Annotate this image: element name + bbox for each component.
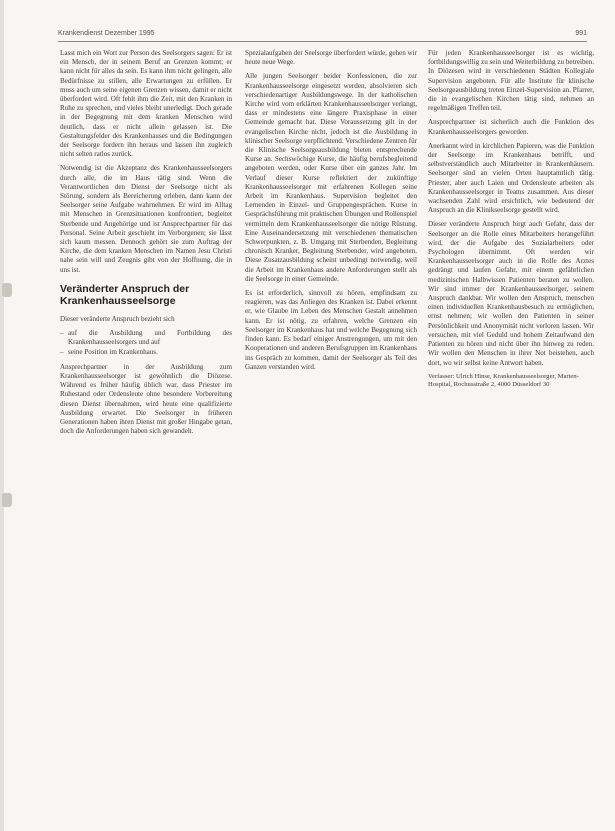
running-head	[58, 30, 587, 40]
binding-mark	[2, 283, 12, 297]
paragraph: Notwendig ist die Akzeptanz des Krankenhausseelsorgers durch alle, die im Haus tätig sind. Wenn die Verantwortlichen den Dienst der Seelsorge nicht als Störung, sondern als Bereicherung erleben, dann kann der Seelsorger seine Aufgabe wahrnehmen. Er wird im Alltag mit Menschen in Grenzsituationen konfrontiert, begleitet Sterbende und Angehörige und ist Ansprechpartner für das Personal. Seine Arbeit geschieht im Verborgenen; sie lässt sich kaum messen. Dennoch gehört sie zum Auftrag der Kirche, die dem kranken Menschen im Namen Jesu Christi nahe sein will und Zeugnis gibt von der Hoffnung, die in uns ist.	[60, 164, 232, 274]
paragraph: Lasst mich ein Wort zur Person des Seelsorgers sagen: Er ist ein Mensch, der in seinem Beruf an Grenzen kommt; er kann nicht für alles da sein. Es kann ihm nicht gelingen, alle Bedürfnisse zu stillen, alle Erwartungen zu erfüllen. Er muss auch um seine eigenen Grenzen wissen, damit er nicht überfordert wird. Oft fehlt ihm die Zeit, mit den Kranken in Ruhe zu sprechen, und vieles bleibt unerledigt. Doch gerade in der Begegnung mit dem kranken Menschen wird deutlich, dass er nicht allein gelassen ist. Die Gestaltungsfelder des Krankenhauses und die Bedingungen der Seelsorge fordern ihn heraus und lassen ihn zugleich nicht selten ratlos zurück.	[60, 49, 232, 159]
list-item: – auf die Ausbildung und Fortbildung des Krankenhausseelsorgers und auf	[60, 329, 232, 347]
paragraph: Dieser veränderte Anspruch birgt auch Gefahr, dass der Seelsorger an die Rolle eines Mitarbeiters herangeführt wird, der die Aufgabe des Sozialarbeiters oder Psychologen übernimmt. Oft werden wir Krankenhausseelsorger auch in die Rolle des Arztes gedrängt und laufen Gefahr, mit einem gefährlichen medizinischen Halbwissen Patienten beraten zu wollen. Wir sind immer der Krankenhausseelsorger, seinem Anspruch dankbar. Wir wollen den Anspruch, menschen einen individuellen Krankenhausbesuch zu ermöglichen, ernst nehmen; wir wollen den Patienten in seiner Persönlichkeit und Anonymität nicht verloren lassen. Wir versuchen, mit viel Geduld und hohem Zeitaufwand den Patienten zu hören und nicht über ihn hinweg zu reden. Wir wollen den Menschen in ihrer Not beistehen, auch dort, wo wir selbst keine Antwort haben.	[428, 220, 594, 367]
paragraph: Dieser veränderte Anspruch bezieht sich	[60, 314, 175, 323]
column-left	[60, 49, 232, 801]
author-note: Verfasser: Ulrich Hinse, Krankenhausseelsorger, Marien-Hospital, Rochusstraße 2, 4000 Düsseldorf 30	[428, 372, 579, 389]
paragraph: Alle jungen Seelsorger beider Konfessionen, die zur Krankenhausseelsorge eingesetzt werden, absolvieren sich verschiedenartiger Ausbildungswege. In der katholischen Kirche wird vom erklärten Krankenhausseelsorger verlangt, dass er mindestens eine längere Praxisphase in einer Gemeinde gemacht hat. Diese Voraussetzung gilt in der evangelischen Kirche nicht, jedoch ist die Ausbildung in klinischer Seelsorge verpflichtend. Verschiedene Zentren für die Klinische Seelsorgeausbildung bieten entsprechende Kurse an. Sechswöchige Kurse, die häufig berufsbegleitend angeboten werden, oder Kurse über ein ganzes Jahr. Im Verlauf dieser Kurse reflektiert der zukünftige Krankenhausseelsorger mit erfahrenen Kollegen seine Arbeit im Krankenhaus. Supervision begleitet den Lernenden in Einzel- und Gruppengesprächen. Kurse in Gesprächsführung mit praktischen Übungen und Rollenspiel vermitteln dem Krankenhausseelsorger die nötige Rüstung. Eine Auseinandersetzung mit verschiedenen thematischen Schwerpunkten, z. B. Umgang mit Sterbenden, Begleitung chronisch Kranker, Begleitung Sterbender, wird angeboten. Diese Zusatzausbildung scheint unbedingt notwendig, weil die Arbeit im Krankenhaus andere Anforderungen stellt als die Seelsorge in einer Gemeinde.	[245, 72, 417, 283]
binding-mark	[2, 493, 12, 507]
page-number: 991	[575, 30, 587, 37]
journal-title: Krankendienst Dezember 1995	[58, 30, 155, 37]
column-right	[428, 49, 594, 801]
list-item: – seine Position im Krankenhaus.	[60, 348, 232, 357]
bullet-list	[60, 329, 232, 358]
header-rule	[58, 41, 587, 42]
paragraph: Für jeden Krankenhausseelsorger ist es wichtig, fortbildungswillig zu sein und Weiterbildung zu betreiben. In Diözesen wird in verschiedenen Städten Kollegiale Supervision angeboten. Für alle Institute für klinische Seelsorgeausbildung treten Einzel-Supervision an. Pfarrer, die in evangelischen Kirchen tätig sind, nehmen an regelmäßigen Treffen teil.	[428, 49, 594, 113]
paragraph: Anerkannt wird in kirchlichen Papieren, was die Funktion der Seelsorge im Krankenhaus betrifft, und selbstverständlich auch Mitarbeiter in Krankenhäusern. Seelsorger sind an vielen Orten hauptamtlich tätig. Priester, aber auch Laien und Ordensleute arbeiten als Krankenhausseelsorger in Teams zusammen. Aus dieser wachsenden Zahl wird ersichtlich, wie bedeutend der Anspruch an die Klinikseelsorge gestellt wird.	[428, 141, 594, 215]
paragraph: Ansprechpartner in der Ausbildung zum Krankenhausseelsorger ist gewöhnlich die Diözese. Während es früher häufig üblich war, dass Priester im Ruhestand oder Ordensleute ohne besondere Vorbereitung diesen Dienst übernahmen, wird heute eine qualifizierte Ausbildung erwartet. Die Seelsorger in früheren Generationen haben ihren Dienst mit großer Hingabe getan, doch die Anforderungen haben sich gewandelt.	[60, 362, 232, 436]
paragraph: Es ist erforderlich, sinnvoll zu hören, empfindsam zu reagieren, was das Anliegen des Kranken ist. Dabei erkennt er, wie Glaube im Leben des Menschen Gestalt annehmen kann. Er ist nötig, zu erfahren, welche Grenzen ein Seelsorger im Krankenhaus hat und welche Begegnung sich finden kann. Es bedarf einiger Anstrengungen, um mit den Kooperationen und anderen Berufsgruppen im Krankenhaus ins Gespräch zu kommen, damit der Seelsorger als Teil des Ganzen verstanden wird.	[245, 289, 417, 371]
paragraph: Ansprechpartner ist sicherlich auch die Funktion des Krankenhausseelsorgers geworden.	[428, 118, 594, 136]
column-middle	[245, 49, 417, 801]
section-heading: Veränderter Anspruch der Krankenhausseelsorge	[60, 282, 190, 307]
scan-edge	[0, 0, 4, 831]
paragraph: Spezialaufgaben der Seelsorge überfordert würde, gehen wir heute neue Wege.	[245, 49, 417, 67]
